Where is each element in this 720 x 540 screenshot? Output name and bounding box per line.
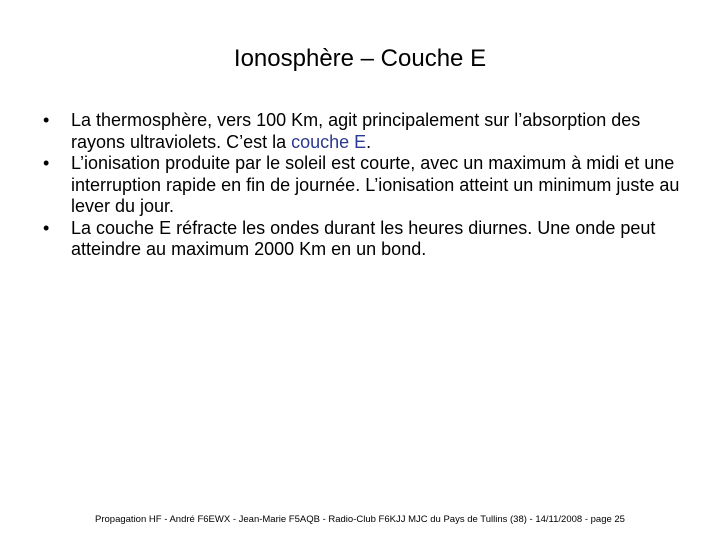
- slide-title: Ionosphère – Couche E: [233, 45, 487, 72]
- bullet-item-3: [43, 218, 693, 261]
- bullet-list: [43, 110, 693, 261]
- bullet-item-2: [43, 153, 693, 218]
- bullet-text-1-start: La thermosphère, vers 100 Km, agit principalement sur l’absorption des rayons ultraviolets. C’est la: [71, 110, 641, 152]
- bullet-icon: •: [43, 110, 50, 130]
- bullet-icon: •: [43, 153, 50, 173]
- bullet-text-3: La couche E réfracte les ondes durant les heures diurnes. Une onde peut atteindre au maximum 2000 Km en un bond.: [71, 217, 656, 259]
- bullet-text-2: L’ionisation produite par le soleil est courte, avec un maximum à midi et une interruption rapide en fin de journée. L’ionisation atteint un minimum juste au lever du jour.: [71, 153, 680, 216]
- bullet-icon: •: [43, 217, 50, 238]
- bullet-item-1: [43, 110, 693, 153]
- bullet-text-1-end: .: [366, 131, 372, 152]
- highlight-couche-e: couche E: [291, 131, 367, 152]
- slide-footer: Propagation HF - André F6EWX - Jean-Marie F5AQB - Radio-Club F6KJJ MJC du Pays de Tullins (38) - 14/11/2008 - page 25: [95, 514, 625, 525]
